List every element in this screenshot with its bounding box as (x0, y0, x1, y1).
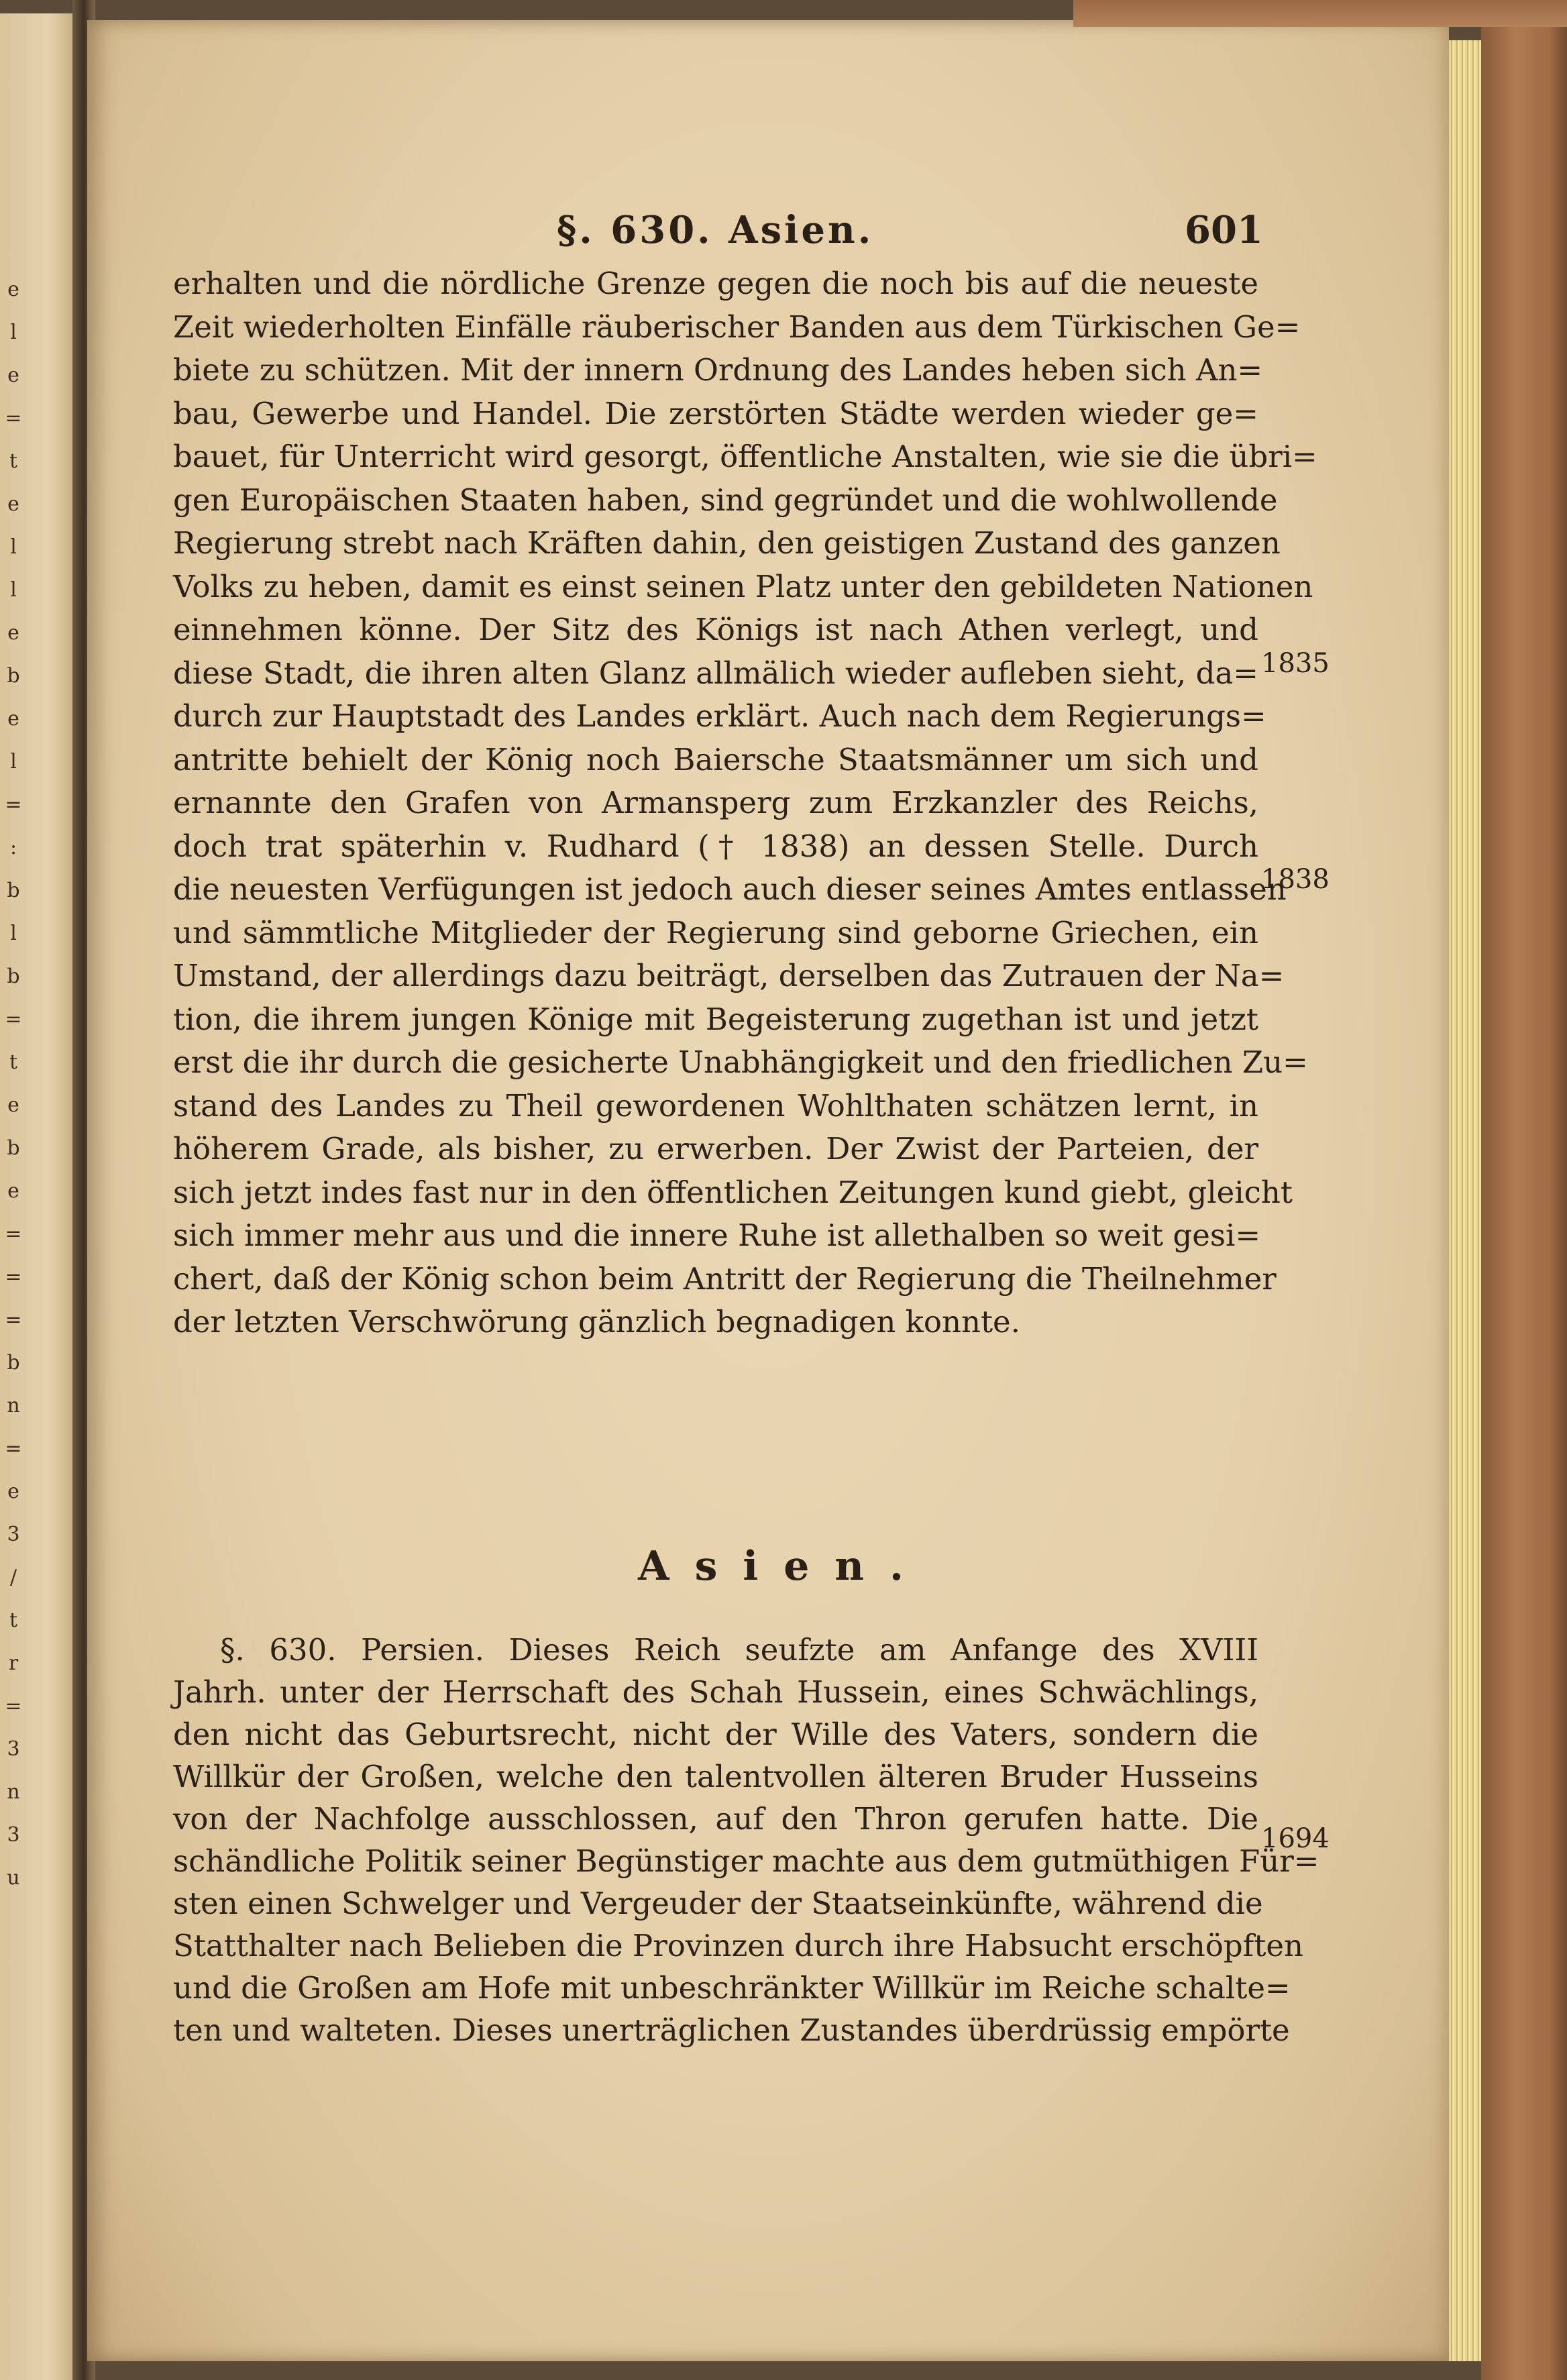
text-line: Volks zu heben, damit es einst seinen Platz unter den gebildeten Nationen (173, 568, 1313, 604)
text-line: einnehmen könne. Der Sitz des Königs ist nach Athen verlegt, und (173, 612, 1258, 647)
book-cover (1481, 0, 1567, 2380)
text-line: §. 630. Persien. Dieses Reich seufzte am Anfange des XVIII (220, 1632, 1258, 1668)
left-page-fragment: b (7, 965, 20, 988)
text-line: chert, daß der König schon beim Antritt der Regierung die Theilnehmer (173, 1260, 1277, 1297)
left-page-fragment: = (5, 1265, 22, 1289)
page-edges (1449, 40, 1481, 2361)
left-page-fragment: = (5, 407, 22, 430)
text-line: höherem Grade, als bisher, zu erwerben. Der Zwist der Parteien, der (173, 1131, 1258, 1167)
left-page-edge (0, 13, 80, 2380)
text-line: Zeit wiederholten Einfälle räuberischer Banden aus dem Türkischen Ge= (173, 309, 1301, 345)
left-page-fragment: b (7, 879, 20, 902)
left-page-fragment: t (9, 1050, 18, 1074)
text-line: bau, Gewerbe und Handel. Die zerstörten Städte werden wieder ge= (173, 395, 1258, 431)
left-page-fragment: e (7, 278, 19, 301)
left-page-fragment: = (5, 1008, 22, 1031)
left-page-fragment: n (7, 1394, 20, 1417)
text-line: und sämmtliche Mitglieder der Regierung sind geborne Griechen, ein (173, 914, 1258, 951)
left-page-fragment: e (7, 707, 19, 731)
left-page-fragment: l (10, 578, 17, 602)
left-page-fragment: e (7, 1093, 19, 1117)
text-line: Statthalter nach Belieben die Provinzen durch ihre Habsucht erschöpften (173, 1928, 1304, 1963)
text-line: antritte behielt der König noch Baiersche Staatsmänner um sich und (173, 741, 1258, 777)
text-line: sich immer mehr aus und die innere Ruhe ist allethalben so weit gesi= (173, 1218, 1261, 1253)
text-line: sten einen Schwelger und Vergeuder der Staatseinkünfte, während die (173, 1886, 1263, 1921)
left-page-fragment: : (9, 836, 17, 859)
text-line: ernannte den Grafen von Armansperg zum Erzkanzler des Reichs, (173, 785, 1258, 820)
text-line: durch zur Hauptstadt des Landes erklärt. Auch nach dem Regierungs= (173, 698, 1266, 734)
text-line: erhalten und die nördliche Grenze gegen die noch bis auf die neueste (173, 266, 1258, 301)
left-page-fragment: = (5, 1308, 22, 1332)
page-number: 601 (1185, 208, 1263, 252)
text-line: ten und walteten. Dieses unerträglichen Zustandes überdrüssig empörte (173, 2012, 1290, 2048)
left-page-fragment: e (7, 621, 19, 645)
left-page-fragment: = (5, 1222, 22, 1246)
left-page-fragment: t (9, 449, 18, 473)
left-page-fragment: b (7, 1136, 20, 1160)
text-line: Jahrh. unter der Herrschaft des Schah Hussein, eines Schwächlings, (173, 1674, 1258, 1710)
margin-year-1838: 1838 (1261, 864, 1330, 895)
left-page-fragment: l (10, 535, 17, 559)
left-page-fragment: = (5, 793, 22, 816)
left-page-fragment: 3 (7, 1823, 20, 1847)
text-line: Umstand, der allerdings dazu beiträgt, derselben das Zutrauen der Na= (173, 958, 1285, 993)
left-page-fragment: e (7, 1179, 19, 1203)
header-title: §. 630. Asien. (557, 208, 874, 252)
text-line: die neuesten Verfügungen ist jedoch auch dieser seines Amtes entlassen (173, 871, 1287, 907)
text-line: von der Nachfolge ausschlossen, auf den Thron gerufen hatte. Die (173, 1801, 1258, 1837)
left-page-fragment: l (10, 922, 17, 945)
left-page-fragment: l (10, 321, 17, 344)
text-line: tion, die ihrem jungen Könige mit Begeisterung zugethan ist und jetzt (173, 1001, 1258, 1037)
text-line: stand des Landes zu Theil gewordenen Wohlthaten schätzen lernt, in (173, 1087, 1258, 1124)
text-line: Regierung strebt nach Kräften dahin, den geistigen Zustand des ganzen (173, 525, 1281, 561)
left-page-fragment: n (7, 1780, 20, 1804)
text-line: gen Europäischen Staaten haben, sind gegründet und die wohlwollende (173, 482, 1278, 518)
text-line: biete zu schützen. Mit der innern Ordnung des Landes heben sich An= (173, 352, 1263, 388)
text-line: sich jetzt indes fast nur in den öffentlichen Zeitungen kund giebt, gleicht (173, 1174, 1293, 1210)
left-page-fragment: t (9, 1609, 18, 1632)
left-page-fragment: u (7, 1866, 20, 1890)
left-page-fragment: / (9, 1566, 17, 1589)
left-page-fragment: e (7, 492, 19, 516)
left-page-fragments (0, 268, 27, 1900)
text-line: diese Stadt, die ihren alten Glanz allmälich wieder aufleben sieht, da= (173, 655, 1258, 691)
running-header (0, 208, 1567, 262)
text-line: schändliche Politik seiner Begünstiger machte aus dem gutmüthigen Für= (173, 1843, 1319, 1879)
text-line: den nicht das Geburtsrecht, nicht der Wille des Vaters, sondern die (173, 1717, 1258, 1752)
text-line: der letzten Verschwörung gänzlich begnadigen konnte. (173, 1304, 1020, 1340)
left-page-fragment: 3 (7, 1737, 20, 1761)
left-page-fragment: e (7, 1480, 19, 1503)
left-page-fragment: b (7, 1351, 20, 1374)
left-page-fragment: = (5, 1437, 22, 1460)
left-page-fragment: e (7, 364, 19, 387)
left-page-fragment: r (8, 1652, 19, 1675)
left-page-fragment: 3 (7, 1523, 20, 1546)
margin-year-1835: 1835 (1261, 648, 1330, 679)
section-heading: Asien. (638, 1543, 929, 1590)
left-page-fragment: = (5, 1694, 22, 1718)
text-line: bauet, für Unterricht wird gesorgt, öffentliche Anstalten, wie sie die übri= (173, 439, 1317, 474)
text-line: doch trat späterhin v. Rudhard († 1838) an dessen Stelle. Durch (173, 828, 1258, 864)
text-line: erst die ihr durch die gesicherte Unabhängigkeit und den friedlichen Zu= (173, 1044, 1308, 1080)
text-line: und die Großen am Hofe mit unbeschränkter Willkür im Reiche schalte= (173, 1970, 1291, 2006)
left-page-fragment: l (10, 750, 17, 773)
text-line: Willkür der Großen, welche den talentvollen älteren Bruder Husseins (173, 1759, 1258, 1794)
book-cover-top (1073, 0, 1567, 27)
margin-year-1694: 1694 (1261, 1823, 1330, 1854)
left-page-fragment: b (7, 664, 20, 688)
